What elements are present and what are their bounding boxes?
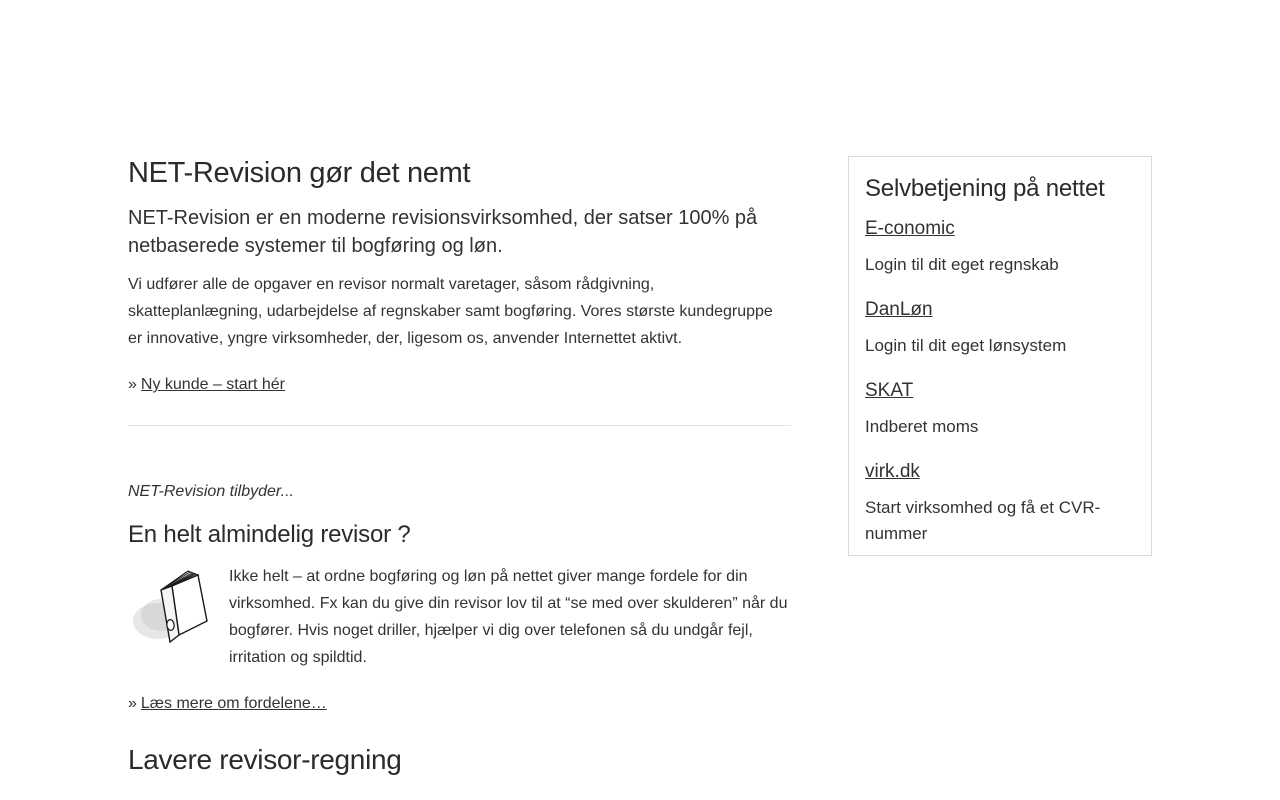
- intro-paragraph: Vi udfører alle de opgaver en revisor normalt varetager, såsom rådgivning, skatteplanlægning, udarbejdelse af regnskaber samt bogføring. Vores største kundegruppe er innovative, yngre virksomheder, der, ligesom os, anvender Internettet aktivt.: [128, 276, 773, 347]
- sidebar-title: Selvbetjening på nettet: [865, 175, 1105, 202]
- sidebar-item-economic: [865, 217, 1135, 278]
- page-container: [128, 0, 1152, 777]
- virkdk-description: Start virksomhed og få et CVR-nummer: [865, 498, 1101, 543]
- sidebar-item-skat: [865, 379, 1135, 440]
- intro-subtitle: NET-Revision er en moderne revisionsvirksomhed, der satser 100% på netbaserede systemer til bogføring og løn.: [128, 207, 758, 257]
- section-title-lower-bill: Lavere revisor-regning: [128, 744, 402, 775]
- danlon-link[interactable]: DanLøn: [865, 299, 933, 320]
- skat-link[interactable]: SKAT: [865, 380, 914, 401]
- link-bullet: »: [128, 695, 137, 712]
- skat-description: Indberet moms: [865, 417, 979, 436]
- economic-link[interactable]: E-conomic: [865, 218, 955, 239]
- page-title: NET-Revision gør det nemt: [128, 157, 471, 189]
- new-customer-cta: [128, 371, 791, 398]
- main-content: [128, 156, 791, 777]
- economic-description: Login til dit eget regnskab: [865, 255, 1059, 274]
- section-divider: [128, 425, 791, 426]
- teaser-text: NET-Revision tilbyder...: [128, 483, 294, 500]
- sidebar-item-virkdk: [865, 460, 1135, 547]
- ring-binder-image: [131, 565, 215, 645]
- virkdk-link[interactable]: virk.dk: [865, 461, 920, 482]
- section-title-revisor: En helt almindelig revisor ?: [128, 521, 411, 548]
- new-customer-link[interactable]: Ny kunde – start hér: [140, 376, 285, 393]
- link-bullet: »: [128, 376, 137, 393]
- sidebar-self-service: [848, 156, 1152, 556]
- danlon-description: Login til dit eget lønsystem: [865, 336, 1067, 355]
- revisor-paragraph-text: Ikke helt – at ordne bogføring og løn på nettet giver mange fordele for din virksomhed. Fx kan du give din revisor lov til at “se med over skulderen” når du bogfører. Hvis noget driller, hjælper vi dig over telefonen så du undgår fejl, irritation og spildtid.: [229, 568, 788, 666]
- read-more-link[interactable]: Læs mere om fordelene…: [140, 695, 327, 712]
- revisor-paragraph: [128, 563, 791, 671]
- read-more-cta: [128, 690, 791, 717]
- sidebar-item-danlon: [865, 298, 1135, 359]
